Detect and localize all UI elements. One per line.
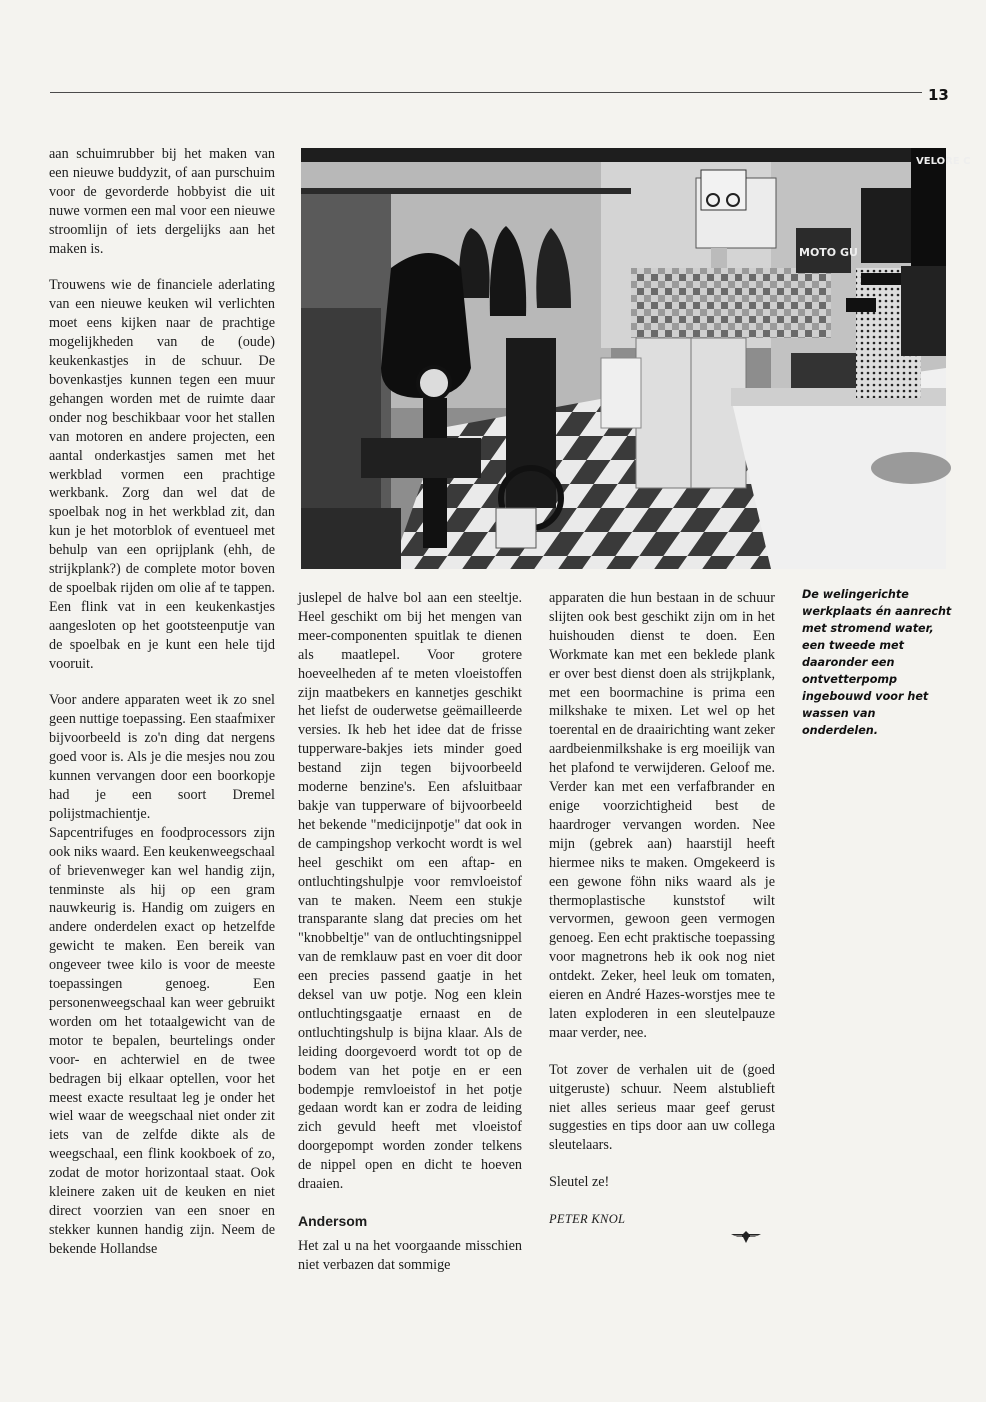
paragraph: apparaten die hun bestaan in de schuur slijten ook best geschikt zijn om in het huishouden dienst te doen. Een Workmate kan met een beklede plank er over best dienst doen als strijkplank, met een boormachine is prima een milkshake te mixen. Let wel op het toerental en de draairichting want zeker aardbeienmilkshake is erg moeilijk van het plafond te verwijderen. Geloof me. Verder kan met een verfafbrander en enige voorzichtigheid best de haardroger vervangen worden. Nee mijn (gebrek aan) haarstijl heeft hiermee niks te maken. Omgekeerd is een gewone föhn niks waard als je thermoplastische kunststof wilt vervormen, gewoon geen vermogen genoeg. Een echt praktische toepassing voor magnetrons heb ik ook nog niet ontdekt. Zeker, heel leuk om tomaten, eieren en André Hazes-worstjes mee te laten exploderen in een sleutelpauze maar verder, nee.: [549, 590, 775, 1041]
paragraph: aan schuimrubber bij het maken van een nieuwe buddyzit, of aan purschuim voor de gevorderde hobbyist die uit nuwe vormen een mal voor een nieuwe stroomlijn of iets dergelijks aan het maken is.: [49, 146, 275, 257]
poster-left-sign: MOTO GU: [799, 246, 858, 259]
paragraph: Sapcentrifuges en foodprocessors zijn ook niks waard. Een keukenweegschaal of brievenweger kan wel handig zijn, tenminste als hij op een gram nauwkeurig is. Handig om zuigers en andere onderdelen exact op hetzelfde gewicht te maken. Een bereik van ongeveer twee kilo is voor de meeste toepassingen genoeg. Een personenweegschaal kan weer gebruikt worden om het totaalgewicht van de motor te bepalen, beurtelings onder voor- en achterwiel en de twee bedragen bij elkaar optellen, voor het meest exacte resultaat leg je onder het wiel waar de weegschaal niet onder zit iets van de zelfde dikte als de weegschaal, een flink kookboek of zo, zodat de motor horizontaal staat. Ook kleinere zaken uit de keuken en niet direct voorzien van een snoer en stekker kunnen handig zijn. Neem de bekende Hollandse: [49, 824, 275, 1257]
workshop-photo: [301, 148, 971, 569]
poster-top-sign: VELORE C: [916, 156, 971, 167]
signoff: Sleutel ze!: [549, 1174, 610, 1191]
wing-emblem-icon: [731, 1230, 761, 1244]
subheading: Andersom: [298, 1213, 368, 1229]
column-2: [298, 589, 522, 1275]
paragraph: Het zal u na het voorgaande misschien niet verbazen dat sommige: [298, 1237, 522, 1273]
author-name: PETER KNOL: [549, 1212, 626, 1227]
column-1: [49, 145, 275, 1277]
paragraph: juslepel de halve bol aan een steeltje. Heel geschikt om bij het mengen van meer-componenten spuitlak te dienen als maatlepel. Voor grotere hoeveelheden af te meten vloeistoffen zijn maatbekers en kannetjes geschikt het liefst de ouderwetse geëmailleerde versies. Ik heb het idee dat de frisse tupperware-bakjes iets minder goed bestand zijn tegen bijvoorbeeld moderne benzine's. Een afsluitbaar bakje van tupperware of bijvoorbeeld het bekende "medicijnpotje" dat ook in de campingshop verkocht wordt is wel heel geschikt om een aftap- en ontluchtingshulpje voor remvloeistof van te maken. Neem een stukje transparante slang dat precies om het "knobbeltje" van de ontluchtingsnippel van de remklauw past en voer dit door een precies passend gaatje in het deksel van uw potje. Nog een klein ontluchtingsgaatje ernaast en de ontluchtingshulp is bijna klaar. Als de leiding doorgevoerd wordt tot op de bodem van het potje en er een bodempje remvloeistof in het potje gedaan wordt kan er zodra de leiding zich gevuld heeft met vloeistof doorgepompt worden zonder telkens de nippel open en dicht te hoeven draaien.: [298, 590, 522, 1193]
column-3: [549, 589, 775, 1229]
paragraph: Trouwens wie de financiele aderlating van een nieuwe keuken wil verlichten moet eens kijken naar de prachtige mogelijkheden van de (oude) keukenkastjes in de schuur. De bovenkastjes kunnen tegen een muur gehangen worden met de ruimte daar onder nog beschikbaar voor het stallen van motoren en andere projecten, een aantal onderkastjes samen met het werkblad vormen een prachtige werkbank. Zorg dan wel dat de spoelbak nog in het werkblad zit, dan kun je het motorblok of eventueel met behulp van een oprijplank (ehh, de strijkplank?) de complete motor boven de spoelbak rijden om olie af te tappen. Een flink vat in een keukenkastjes aangesloten op het gootsteenputje van de spoelbak en je kunt een hele tijd vooruit.: [49, 277, 275, 672]
paragraph: Voor andere apparaten weet ik zo snel geen nuttige toepassing. Een staafmixer bijvoorbeeld is zo'n ding dat nergens goed voor is. Als je die mesjes nou zou kunnen vervangen door een boorkopje had je een soort Dremel polijstmachientje.: [49, 692, 275, 822]
header-rule: [50, 92, 922, 93]
page-number: 13: [928, 86, 949, 104]
photo-caption: De welingerichte werkplaats én aanrecht met stromend water, een tweede met daaronder een ontvetterpomp ingebouwd voor het wassen van onderdelen.: [802, 588, 952, 737]
paragraph: Tot zover de verhalen uit de (goed uitgeruste) schuur. Neem alstublieft niet alles serieus maar geef gerust suggesties en tips door aan uw collega sleutelaars.: [549, 1061, 775, 1154]
